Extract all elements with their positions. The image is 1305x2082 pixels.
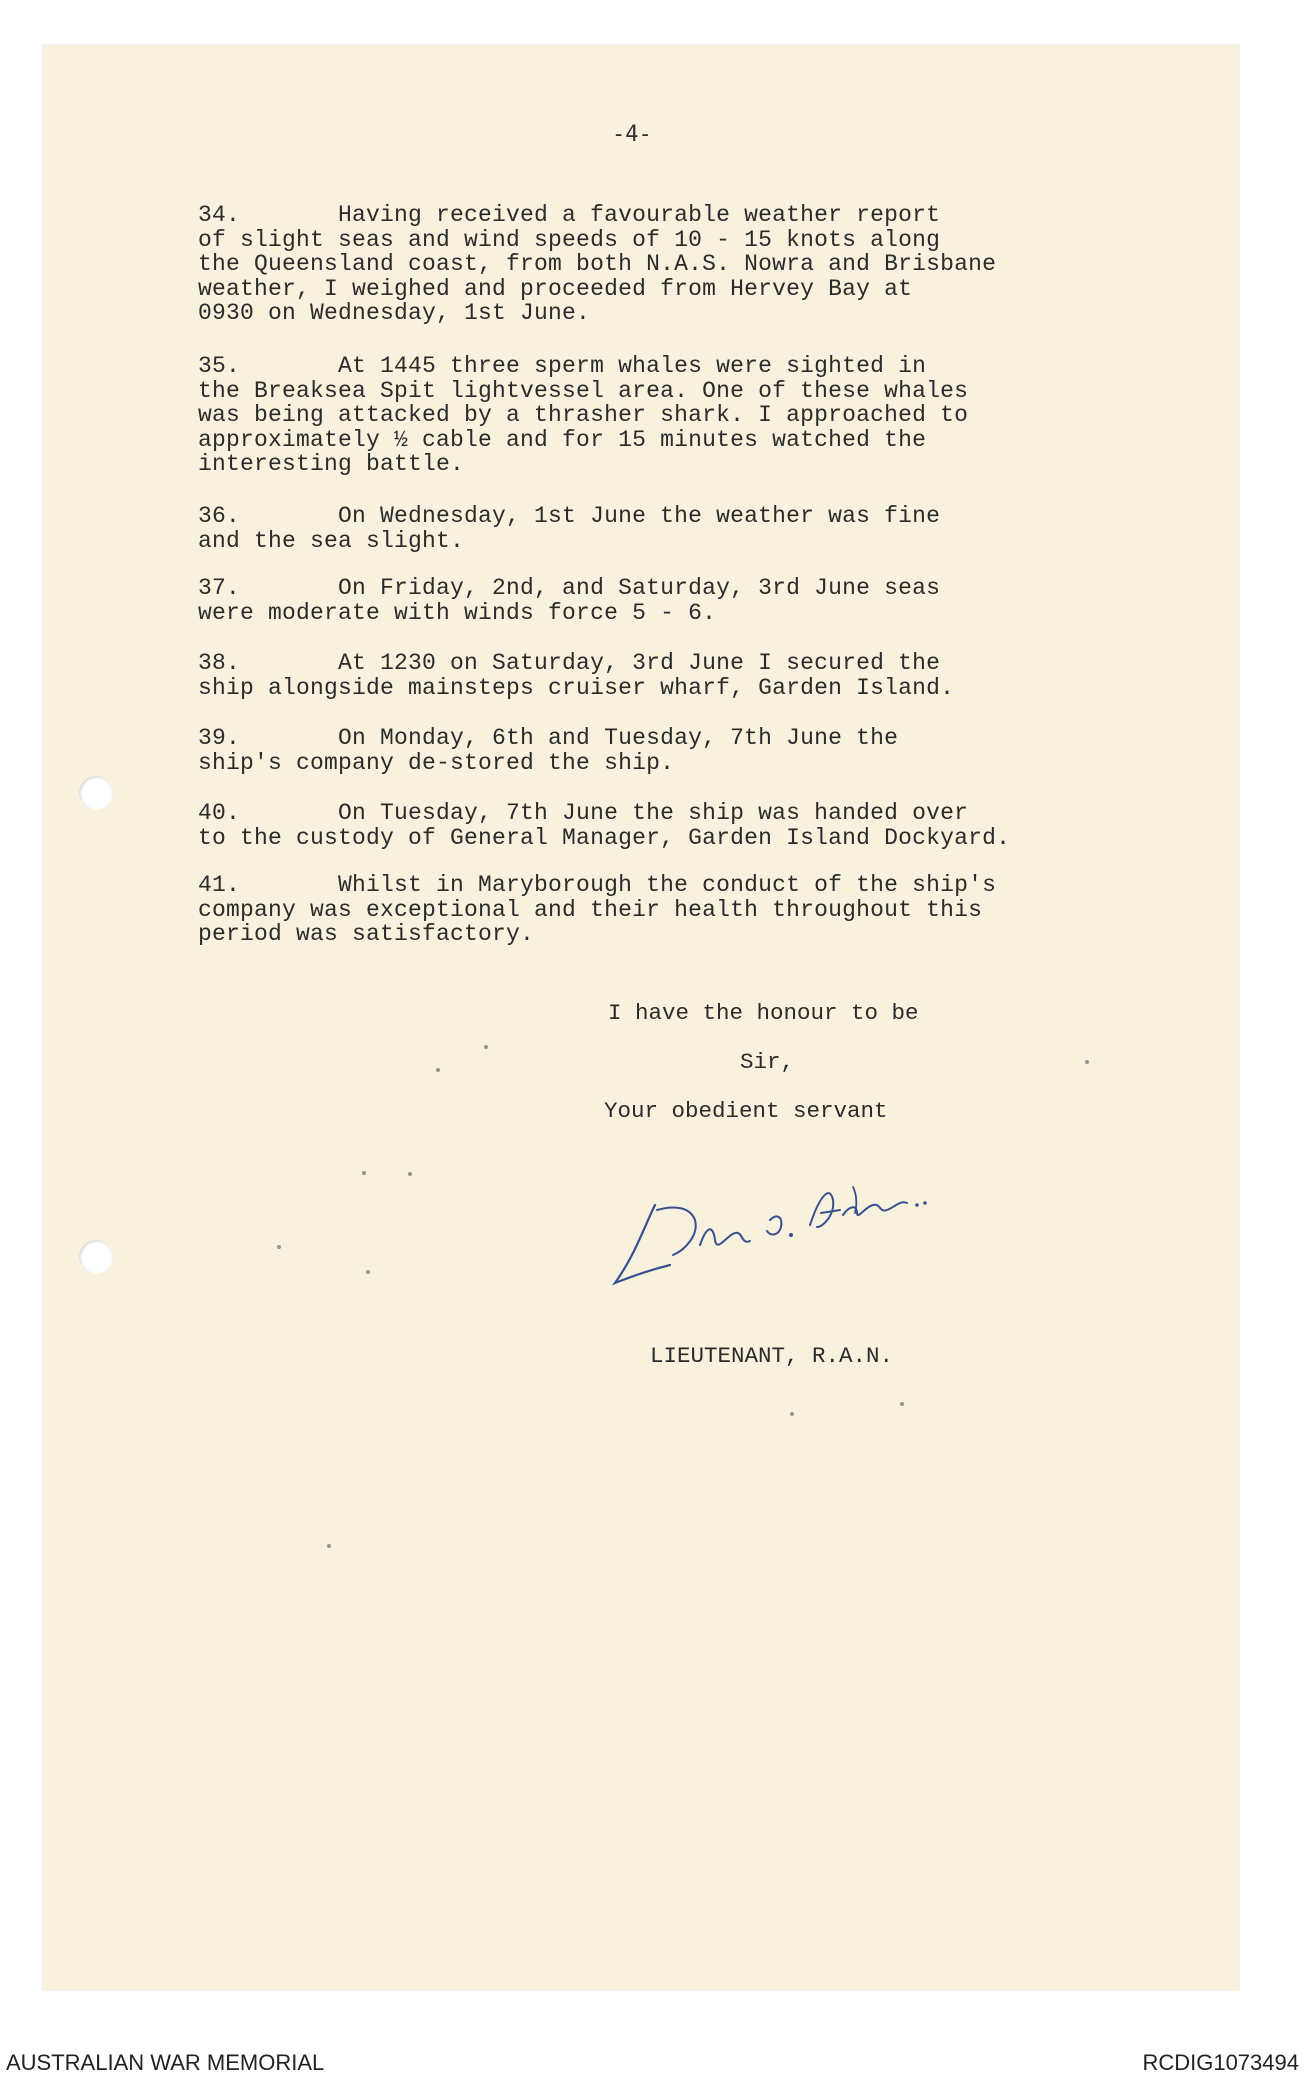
paragraph-39: 39. On Monday, 6th and Tuesday, 7th June the ship's company de-stored the ship. [198, 725, 899, 776]
paper-speck [484, 1045, 488, 1049]
paper-speck [362, 1171, 366, 1175]
paper-speck [436, 1068, 440, 1072]
paragraph-35: 35. At 1445 three sperm whales were sighted in the Breaksea Spit lightvessel area. One of these whales was being attacked by a thrasher shark. I approached to approximately ½ cable and for 15 minutes watched the interesting battle. [198, 353, 969, 477]
paragraph-37: 37. On Friday, 2nd, and Saturday, 3rd June seas were moderate with winds force 5 - 6. [198, 575, 941, 626]
paper-speck [790, 1412, 794, 1416]
punch-hole [79, 776, 113, 810]
handwritten-signature [595, 1165, 955, 1305]
closing-sir: Sir, [740, 1049, 795, 1075]
paper-speck [1085, 1060, 1089, 1064]
paper-speck [900, 1402, 904, 1406]
punch-hole [79, 1240, 113, 1274]
paragraph-36: 36. On Wednesday, 1st June the weather was fine and the sea slight. [198, 503, 941, 554]
page-number: -4- [612, 122, 652, 147]
paper-speck [327, 1544, 331, 1548]
paragraph-41: 41. Whilst in Maryborough the conduct of the ship's company was exceptional and their health throughout this period was satisfactory. [198, 872, 997, 947]
paper-speck [366, 1270, 370, 1274]
paragraph-38: 38. At 1230 on Saturday, 3rd June I secured the ship alongside mainsteps cruiser wharf, Garden Island. [198, 650, 955, 701]
paper-speck [408, 1172, 412, 1176]
paper-speck [277, 1245, 281, 1249]
paragraph-34: 34. Having received a favourable weather report of slight seas and wind speeds of 10 - 15 knots along the Queensland coast, from both N.A.S. Nowra and Brisbane weather, I weighed and proceeded from Hervey Bay at 0930 on Wednesday, 1st June. [198, 202, 997, 326]
footer-record-id: RCDIG1073494 [1142, 2050, 1299, 2075]
paragraph-40: 40. On Tuesday, 7th June the ship was handed over to the custody of General Manager, Garden Island Dockyard. [198, 800, 1011, 851]
closing-honour: I have the honour to be [608, 1000, 919, 1026]
closing-servant: Your obedient servant [604, 1098, 888, 1124]
rank-line: LIEUTENANT, R.A.N. [650, 1343, 894, 1369]
footer-institution: AUSTRALIAN WAR MEMORIAL [6, 2050, 325, 2075]
